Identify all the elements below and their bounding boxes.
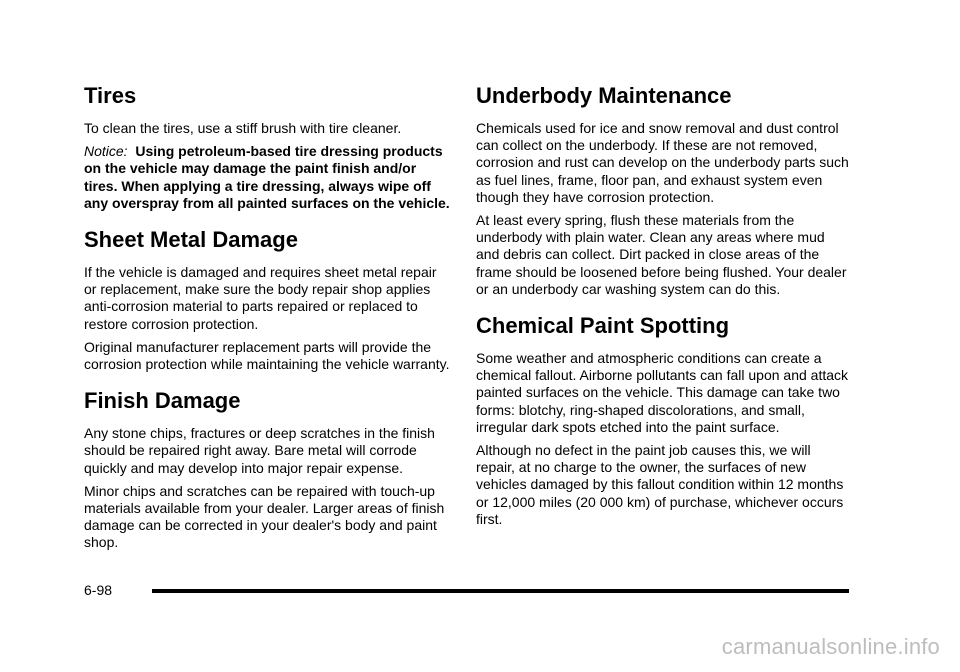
finish-paragraph-2: Minor chips and scratches can be repaired with touch-up materials available from your dealer. Larger areas of finish damage can be corrected in your dealer's body and paint shop. (84, 482, 445, 551)
section-finish (84, 385, 450, 551)
chemical-paragraph-1: Some weather and atmospheric conditions can create a chemical fallout. Airborne pollutants can fall upon and attack painted surfaces on the vehicle. This damage can take two forms: blotchy, ring-shaped discolorations, and small, irregular dark spots etched into the paint surface. (476, 350, 849, 435)
sheet-metal-paragraph-2: Original manufacturer replacement parts will provide the corrosion protection while maintaining the vehicle warranty. (84, 338, 450, 373)
section-tires (84, 80, 450, 212)
underbody-paragraph-1: Chemicals used for ice and snow removal and dust control can collect on the underbody. If these are not removed, corrosion and rust can develop on the underbody parts such as fuel lines, frame, floor pan, and exhaust system even though they have corrosion protection. (476, 120, 849, 205)
section-chemical (476, 310, 850, 528)
tires-paragraph: To clean the tires, use a stiff brush with tire cleaner. (84, 120, 402, 136)
watermark: carmanualsonline.info (721, 634, 940, 659)
chemical-paragraph-2: Although no defect in the paint job causes this, we will repair, at no charge to the owner, the surfaces of new vehicles damaged by this fallout condition within 12 months or 12,000 miles (20 000 km) of purchase, whichever occurs first. (476, 442, 844, 527)
underbody-paragraph-2: At least every spring, flush these materials from the underbody with plain water. Clean any areas where mud and debris can collect. Dirt packed in close areas of the frame should be loosened before being flushed. Your dealer or an underbody car washing system can do this. (476, 212, 847, 297)
finish-paragraph-1: Any stone chips, fractures or deep scratches in the finish should be repaired right away. Bare metal will corrode quickly and may develop into major repair expense. (84, 425, 435, 476)
sheet-metal-paragraph-1: If the vehicle is damaged and requires sheet metal repair or replacement, make sure the body repair shop applies anti-corrosion material to parts repaired or replaced to restore corrosion protection. (84, 264, 437, 332)
page-number: 6-98 (84, 582, 113, 598)
heading-chemical: Chemical Paint Spotting (476, 313, 730, 339)
heading-tires: Tires (84, 83, 137, 108)
notice-text: Using petroleum-based tire dressing products on the vehicle may damage the paint finish and/or tires. When applying a tire dressing, always wipe off any overspray from all painted surfaces on the vehicle. (84, 143, 450, 211)
section-underbody (476, 80, 850, 298)
left-column (84, 80, 450, 564)
section-sheet-metal (84, 224, 450, 373)
tires-notice (84, 143, 450, 212)
notice-label: Notice: (84, 143, 128, 160)
heading-underbody: Underbody Maintenance (476, 83, 732, 108)
heading-sheet-metal: Sheet Metal Damage (84, 227, 298, 253)
footer-rule (152, 589, 849, 593)
heading-finish: Finish Damage (84, 388, 241, 414)
right-column (476, 80, 850, 540)
